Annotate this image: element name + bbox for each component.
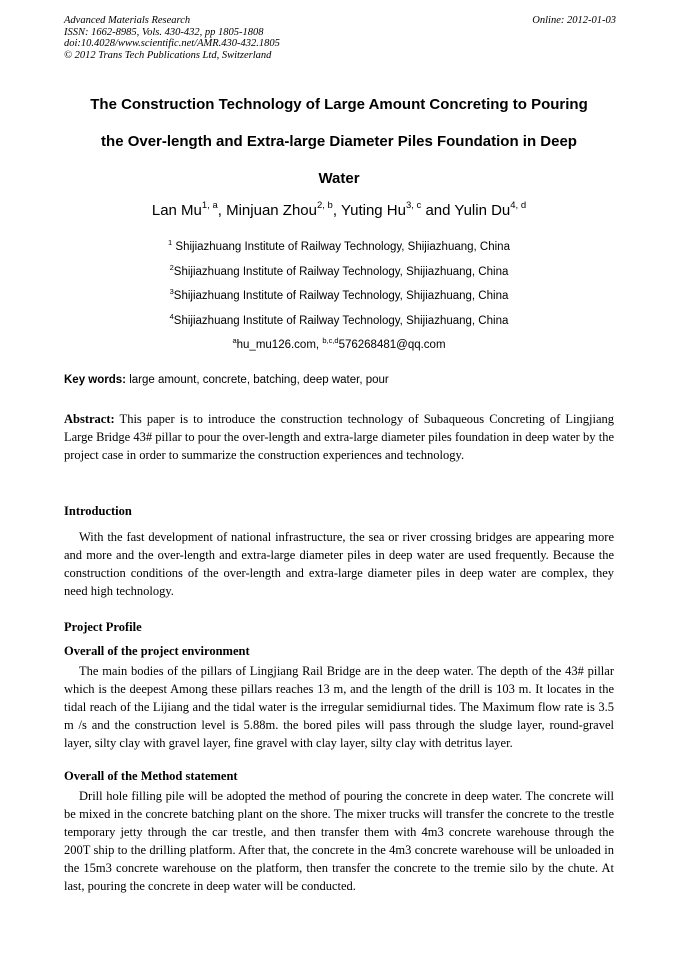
- affiliation: [0, 309, 678, 334]
- affiliations: [0, 235, 678, 358]
- email-line: [0, 333, 678, 358]
- author-sup: 2, b: [317, 200, 333, 211]
- running-header: [64, 15, 616, 61]
- affiliation-sup: 4: [169, 311, 174, 321]
- doi-line: doi:10.4028/www.scientific.net/AMR.430-432.1805: [64, 38, 280, 49]
- email-sup: b,c,d: [322, 336, 339, 346]
- project-environment-paragraph: The main bodies of the pillars of Lingjiang Rail Bridge are in the deep water. The depth of the 43# pillar which is the deepest Among these pillars reaches 13 m, and the length of the drill is 103 m. It locates in the tidal reach of the Lijiang and the tidal water is the irregular semidiurnal tides. The Maximum flow rate is 3.5 m /s and the construction level is 5.88m. the bored piles will pass through the sludge layer, round-gravel layer, silty clay with gravel layer, fine gravel with clay layer, silty clay with detritus layer.: [64, 664, 614, 750]
- abstract-label: Abstract:: [64, 412, 115, 426]
- method-statement-paragraph: Drill hole filling pile will be adopted the method of pouring the concrete in deep water. The concrete will be mixed in the concrete batching plant on the shore. The mixer trucks will transfer the concrete to the trestle temporary jetty through the car trestle, and then transfer them with 4m3 concrete warehouse through the 200T ship to the drilling platform. After that, the concrete in the 4m3 concrete warehouse will be unloaded in the 15m3 concrete warehouse on the platform, then transfer the concrete to the tremie silo by the chute. At last, pouring the concrete in deep water will be conducted.: [64, 789, 614, 893]
- email-address[interactable]: 576268481@qq.com: [338, 339, 446, 351]
- author-name: Yulin Du: [454, 202, 511, 219]
- author-name: Lan Mu: [151, 202, 202, 219]
- title-line-2: the Over-length and Extra-large Diameter Piles Foundation in Deep: [101, 133, 577, 150]
- introduction-paragraph: With the fast development of national infrastructure, the sea or river crossing bridges are appearing more and more and the over-length and extra-large diameter piles in deep water are used frequently. Because the construction conditions of the over-length and extra-large diameter piles in deep water are complex, they need high technology.: [64, 530, 614, 598]
- keywords-label: Key words:: [64, 374, 126, 386]
- author-sup: 4, d: [510, 200, 527, 211]
- affiliation-text: Shijiazhuang Institute of Railway Technology, Shijiazhuang, China: [173, 290, 509, 302]
- keywords-text: large amount, concrete, batching, deep water, pour: [126, 374, 389, 386]
- journal-name: Advanced Materials Research: [64, 15, 191, 26]
- subheading-method-statement: Overall of the Method statement: [64, 769, 238, 783]
- affiliation: [0, 260, 678, 285]
- introduction-body: [64, 528, 614, 600]
- project-environment-body: [64, 662, 614, 752]
- email-address[interactable]: hu_mu126.com,: [236, 339, 323, 351]
- affiliation: [0, 284, 678, 309]
- author-separator: ,: [332, 202, 341, 219]
- affiliation-text: Shijiazhuang Institute of Railway Technology, Shijiazhuang, China: [173, 265, 509, 278]
- author-separator: and: [421, 202, 455, 219]
- author-list: [0, 200, 678, 222]
- email-sup: a: [232, 336, 237, 346]
- affiliation-sup: 1: [168, 238, 173, 248]
- copyright-line: © 2012 Trans Tech Publications Ltd, Switzerland: [64, 49, 272, 61]
- issn-line: ISSN: 1662-8985, Vols. 430-432, pp 1805-1808: [64, 26, 264, 38]
- author-sup: 1, a: [201, 200, 218, 211]
- author-name: Yuting Hu: [340, 202, 406, 219]
- affiliation-sup: 3: [169, 287, 174, 297]
- abstract: [64, 410, 614, 464]
- section-heading-introduction: Introduction: [64, 504, 132, 518]
- abstract-text: This paper is to introduce the construction technology of Subaqueous Concreting of Lingjiang Large Bridge 43# pillar to pour the over-length and extra-large diameter piles foundation in deep water by the project case in order to summarize the construction experiences and technology.: [64, 412, 614, 462]
- affiliation-sup: 2: [169, 262, 174, 272]
- author-name: Minjuan Zhou: [226, 202, 317, 219]
- section-heading-project-profile: Project Profile: [64, 620, 142, 634]
- affiliation: [0, 235, 678, 260]
- title-line-1: The Construction Technology of Large Amount Concreting to Pouring: [90, 96, 588, 113]
- subheading-project-environment: Overall of the project environment: [64, 644, 250, 658]
- title-line-3: Water: [318, 170, 360, 187]
- author-separator: ,: [217, 202, 227, 219]
- method-statement-body: [64, 787, 614, 895]
- paper-title: [40, 86, 638, 197]
- affiliation-text: Shijiazhuang Institute of Railway Technology, Shijiazhuang, China: [173, 314, 509, 327]
- keywords: [64, 372, 616, 388]
- online-date: Online: 2012-01-03: [532, 15, 616, 26]
- affiliation-text: Shijiazhuang Institute of Railway Technology, Shijiazhuang, China: [175, 241, 510, 253]
- author-sup: 3, c: [405, 200, 422, 211]
